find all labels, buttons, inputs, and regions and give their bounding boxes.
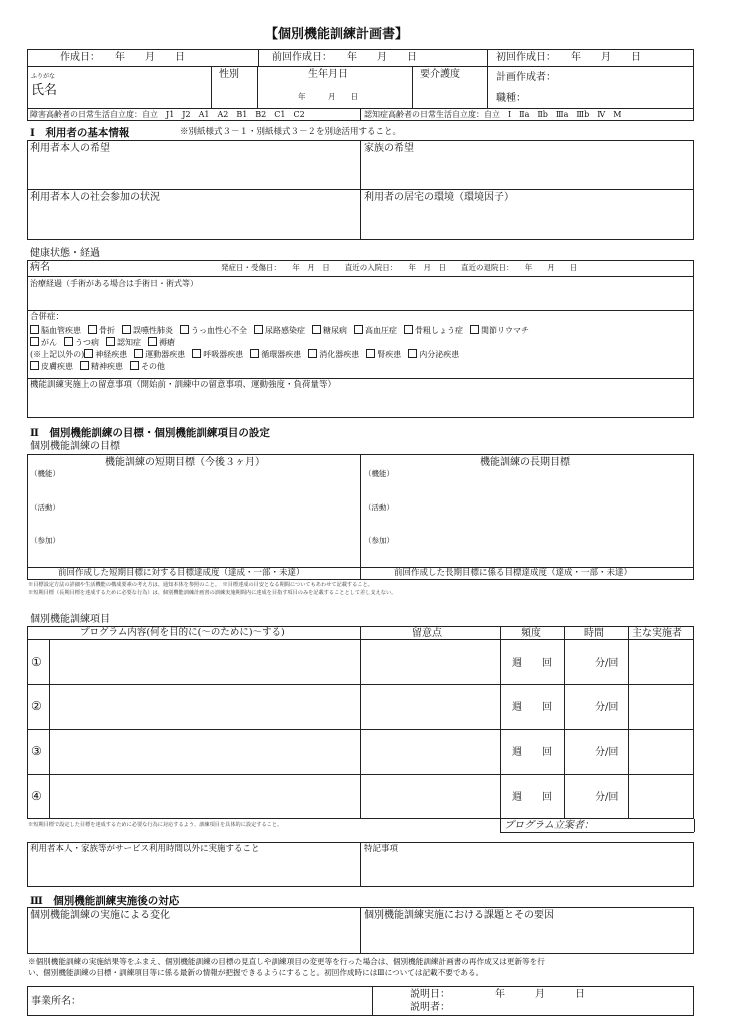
long-achievement[interactable]: 前回作成した長期目標に係る目標達成度（達成・一部・未達）	[394, 568, 633, 578]
complication-option[interactable]	[134, 350, 185, 359]
complication-option[interactable]	[250, 350, 301, 359]
precautions-field[interactable]: 機能訓練実施上の留意事項（開始前・訓練中の留意事項、運動強度・負荷量等）	[30, 380, 337, 390]
complication-option-label: 関節リウマチ	[481, 326, 529, 335]
prev-created-date[interactable]: 前回作成日： 年 月 日	[272, 52, 417, 63]
col-notes: 留意点	[412, 628, 442, 639]
care-level-label: 要介護度	[420, 69, 460, 80]
elderly-independence[interactable]: 障害高齢者の日常生活自立度：自立 J1 J2 A1 A2 B1 B2 C1 C2	[30, 110, 305, 119]
items-note: ※短期目標で設定した目標を達成するために必要な行為に対応するよう、訓練項目を具体的に設定すること。	[28, 822, 283, 828]
office-name-field[interactable]: 事業所名：	[31, 996, 81, 1007]
col-time: 時間	[584, 628, 604, 639]
checkbox-icon[interactable]	[88, 325, 97, 334]
long-activity-field[interactable]: （活動）	[364, 503, 394, 512]
checkbox-icon[interactable]	[30, 337, 39, 346]
complication-option-label: 尿路感染症	[265, 326, 305, 335]
page-title: 【個別機能訓練計画書】	[265, 27, 409, 42]
checkbox-icon[interactable]	[254, 325, 263, 334]
row-frequency[interactable]: 週 回	[512, 747, 552, 758]
complication-line-1	[30, 325, 536, 335]
checkbox-icon[interactable]	[80, 361, 89, 370]
complication-option[interactable]	[148, 338, 175, 347]
col-program: プログラム内容(何を目的に(～のために)～する)	[80, 627, 285, 638]
complication-option-label: 誤嚥性肺炎	[133, 326, 173, 335]
complication-option-label: うつ病	[75, 338, 99, 347]
checkbox-icon[interactable]	[250, 349, 259, 358]
short-participation-field[interactable]: （参加）	[30, 536, 60, 545]
complication-option[interactable]	[180, 326, 247, 335]
section3-heading: Ⅲ 個別機能訓練実施後の対応	[30, 895, 180, 907]
complication-option[interactable]	[254, 326, 305, 335]
social-participation-field[interactable]: 利用者本人の社会参加の状況	[30, 192, 160, 203]
checkbox-icon[interactable]	[130, 361, 139, 370]
planner-label[interactable]: 計画作成者：	[496, 72, 556, 83]
complication-option-label: 糖尿病	[323, 326, 347, 335]
short-function-field[interactable]: （機能）	[30, 469, 60, 478]
checkbox-icon[interactable]	[64, 337, 73, 346]
special-notes-field[interactable]: 特記事項	[364, 844, 399, 854]
row-number: ④	[31, 789, 42, 803]
goal-label: 個別機能訓練の目標	[30, 441, 120, 452]
complication-option-label: がん	[41, 338, 57, 347]
complication-option[interactable]	[30, 362, 73, 371]
complication-option-label: 脳血管疾患	[41, 326, 81, 335]
complication-option-label: 骨折	[99, 326, 115, 335]
complication-option[interactable]	[84, 350, 127, 359]
long-function-field[interactable]: （機能）	[364, 469, 394, 478]
row-time[interactable]: 分/回	[595, 747, 619, 758]
created-date[interactable]: 作成日： 年 月 日	[60, 52, 185, 63]
issues-field[interactable]: 個別機能訓練実施における課題とその要因	[364, 910, 554, 921]
complication-option-label: うっ血性心不全	[191, 326, 247, 335]
complication-line-4	[30, 361, 172, 371]
checkbox-icon[interactable]	[30, 325, 39, 334]
complication-option[interactable]	[366, 350, 401, 359]
complication-option-label: 神経疾患	[95, 350, 128, 359]
section1-note: ※別紙様式３－１・別紙様式３－２を別途活用すること。	[180, 127, 402, 137]
complication-line-3	[30, 349, 466, 359]
complication-line-2	[30, 337, 182, 347]
complication-option[interactable]	[80, 362, 123, 371]
change-field[interactable]: 個別機能訓練の実施による変化	[30, 910, 170, 921]
row-frequency[interactable]: 週 回	[512, 792, 552, 803]
long-participation-field[interactable]: （参加）	[364, 536, 394, 545]
items-label: 個別機能訓練項目	[30, 614, 110, 625]
outside-activities-field[interactable]: 利用者本人・家族等がサービス利用時間以外に実施すること	[30, 844, 260, 854]
complication-option-label: 運動器疾患	[145, 350, 186, 359]
complication-option[interactable]	[130, 362, 165, 371]
section3-note-line-1: ※個別機能訓練の実施結果等をふまえ、個別機能訓練の目標の見直しや訓練項目の変更等を行った場合は、個別機能訓練計画書の再作成又は更新等を行	[28, 957, 545, 966]
row-frequency[interactable]: 週 回	[512, 658, 552, 669]
section3-note-line-2: い、個別機能訓練の目標・訓練項目等に係る最新の情報が把握できるようにすること。初回作成時にはⅢについては記載不要である。	[28, 968, 484, 977]
complication-option-label: 循環器疾患	[261, 350, 302, 359]
family-wish-field[interactable]: 家族の希望	[364, 143, 414, 154]
complication-option[interactable]	[30, 326, 81, 335]
checkbox-icon[interactable]	[134, 349, 143, 358]
checkbox-icon[interactable]	[180, 325, 189, 334]
user-wish-field[interactable]: 利用者本人の希望	[30, 143, 110, 154]
short-activity-field[interactable]: （活動）	[30, 503, 60, 512]
goal-note-2: ※短期目標（長期目標を達成するために必要な行為）は、個別機能訓練計画書の訓練実施期間内に達成を目指す項目のみを記載することとして差し支えない。	[28, 590, 397, 596]
complication-option[interactable]	[404, 326, 463, 335]
complication-option[interactable]	[30, 338, 57, 347]
checkbox-icon[interactable]	[192, 349, 201, 358]
complication-option-label: その他	[141, 362, 165, 371]
complication-option[interactable]	[354, 326, 397, 335]
complication-other-prefix: (※上記以外の)	[30, 350, 85, 359]
row-time[interactable]: 分/回	[595, 658, 619, 669]
row-time[interactable]: 分/回	[595, 702, 619, 713]
program-planner-field[interactable]: プログラム立案者：	[504, 820, 594, 831]
row-number: ③	[31, 744, 42, 758]
checkbox-icon[interactable]	[84, 349, 93, 358]
checkbox-icon[interactable]	[354, 325, 363, 334]
complication-option[interactable]	[122, 326, 173, 335]
complication-label: 合併症：	[30, 312, 65, 322]
checkbox-icon[interactable]	[366, 349, 375, 358]
treatment-field[interactable]: 治療経過（手術がある場合は手術日・術式等）	[30, 279, 198, 288]
complication-option-label: 高血圧症	[365, 326, 397, 335]
disease-field[interactable]: 病名	[30, 262, 50, 273]
complication-option[interactable]	[192, 350, 243, 359]
checkbox-icon[interactable]	[30, 361, 39, 370]
complication-option[interactable]	[312, 326, 347, 335]
goal-note-1: ※目標設定方法の詳細や生活機能の構成要素の考え方は、通知本体を参照のこと。 ※目標達成の目安となる期間についてもあわせて記載すること。	[28, 582, 373, 588]
complication-option[interactable]	[470, 326, 529, 335]
dementia-independence[interactable]: 認知症高齢者の日常生活自立度：自立 Ⅰ Ⅱa Ⅱb Ⅲa Ⅲb Ⅳ M	[364, 110, 622, 119]
complication-option-label: 内分泌疾患	[419, 350, 460, 359]
furigana-label: ふりがな	[31, 73, 56, 80]
short-goal-label: 機能訓練の短期目標（今後３ヶ月）	[105, 457, 265, 468]
section2-heading: Ⅱ 個別機能訓練の目標・個別機能訓練項目の設定	[30, 427, 270, 439]
checkbox-icon[interactable]	[106, 337, 115, 346]
checkbox-icon[interactable]	[312, 325, 321, 334]
short-achievement[interactable]: 前回作成した短期目標に対する目標達成度（達成・一部・未達）	[58, 568, 305, 578]
complication-option-label: 認知症	[117, 338, 141, 347]
explainer-field[interactable]: 説明者：	[410, 1002, 450, 1013]
complication-option-label: 精神疾患	[91, 362, 123, 371]
complication-option[interactable]	[308, 350, 359, 359]
checkbox-icon[interactable]	[470, 325, 479, 334]
onset-dates[interactable]: 発症日・受傷日： 年 月 日 直近の入院日： 年 月 日 直近の退院日： 年 月 日	[221, 263, 578, 272]
row-frequency[interactable]: 週 回	[512, 702, 552, 713]
checkbox-icon[interactable]	[308, 349, 317, 358]
job-label[interactable]: 職種：	[496, 93, 526, 104]
first-created-date[interactable]: 初回作成日： 年 月 日	[496, 52, 641, 63]
checkbox-icon[interactable]	[404, 325, 413, 334]
complication-option[interactable]	[88, 326, 115, 335]
sex-label: 性別	[219, 69, 239, 80]
home-environment-field[interactable]: 利用者の居宅の環境（環境因子）	[364, 192, 514, 203]
col-frequency: 頻度	[521, 628, 541, 639]
checkbox-icon[interactable]	[148, 337, 157, 346]
complication-option-label: 腎疾患	[377, 350, 402, 359]
row-time[interactable]: 分/回	[595, 792, 619, 803]
row-number: ①	[31, 655, 42, 669]
long-goal-label: 機能訓練の長期目標	[480, 457, 570, 468]
complication-option[interactable]	[106, 338, 141, 347]
name-label: 氏名	[31, 83, 58, 98]
complication-option-label: 呼吸器疾患	[203, 350, 244, 359]
col-staff: 主な実施者	[632, 628, 682, 639]
checkbox-icon[interactable]	[408, 349, 417, 358]
complication-option-label: 消化器疾患	[319, 350, 360, 359]
row-number: ②	[31, 699, 42, 713]
footer-table	[27, 986, 694, 1016]
birth-label: 生年月日	[308, 69, 348, 80]
section1-heading: Ⅰ 利用者の基本情報	[30, 127, 130, 139]
complication-option-label: 骨粗しょう症	[415, 326, 463, 335]
complication-option-label: 褥瘡	[159, 338, 175, 347]
complication-option-label: 皮膚疾患	[41, 362, 73, 371]
complication-option[interactable]	[408, 350, 459, 359]
checkbox-icon[interactable]	[122, 325, 131, 334]
complication-option[interactable]	[64, 338, 99, 347]
birth-ymd[interactable]: 年 月 日	[298, 92, 358, 101]
explain-date-field[interactable]: 説明日： 年 月 日	[410, 989, 585, 1000]
health-heading: 健康状態・経過	[30, 248, 100, 259]
